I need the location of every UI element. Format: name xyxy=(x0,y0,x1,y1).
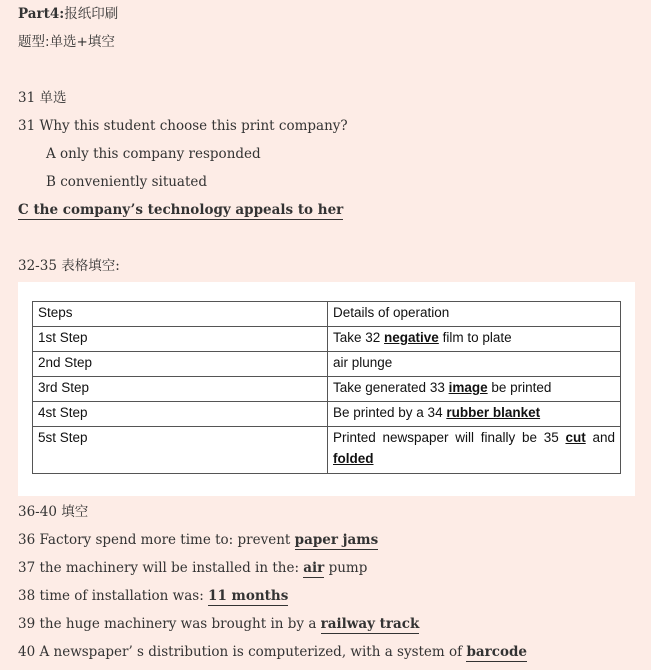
table-row xyxy=(33,377,621,402)
fill-question: 38 time of installation was: xyxy=(18,588,209,604)
fill-item-37 xyxy=(18,558,367,578)
fill-question: 36 Factory spend more time to: prevent xyxy=(18,532,295,548)
question-type xyxy=(18,32,115,52)
table-header-row xyxy=(33,302,621,327)
type-value: 单选+填空 xyxy=(49,34,115,50)
table-row xyxy=(33,352,621,377)
fill-answer: paper jams xyxy=(294,532,379,548)
fill-item-38 xyxy=(18,586,288,606)
detail-text: Take 32 xyxy=(333,330,385,345)
fill-after: pump xyxy=(324,560,368,576)
fill-answer: railway track xyxy=(320,616,420,632)
table-panel xyxy=(18,282,635,496)
table-row xyxy=(33,427,621,474)
step-cell: 1st Step xyxy=(33,327,328,352)
q31-question: 31 Why this student choose this print company? xyxy=(18,118,348,134)
detail-text: film to plate xyxy=(438,330,512,345)
q31-option-b: B conveniently situated xyxy=(46,174,208,190)
table-row xyxy=(33,327,621,352)
header-details: Details of operation xyxy=(328,302,621,327)
q31-answer xyxy=(18,200,343,220)
answer-text: image xyxy=(448,380,488,395)
table-heading: 32-35 表格填空: xyxy=(18,258,120,274)
detail-word: and xyxy=(592,430,615,445)
detail-line xyxy=(333,427,615,448)
detail-word: newspaper xyxy=(382,430,449,445)
fill-question: 39 the huge machinery was brought in by a xyxy=(18,616,321,632)
fill-answer: 11 months xyxy=(208,588,289,604)
answer-text: cut xyxy=(565,430,586,445)
detail-cell xyxy=(328,327,621,352)
part-title xyxy=(18,4,118,24)
fill-item-39 xyxy=(18,614,419,634)
part-label: Part4: xyxy=(18,6,65,22)
detail-cell xyxy=(328,427,621,474)
detail-word: 35 xyxy=(543,430,559,445)
type-label: 题型: xyxy=(18,34,50,50)
fill-item-36 xyxy=(18,530,378,550)
fill-question: 40 A newspaper’ s distribution is computerized, with a system of xyxy=(18,644,467,660)
table-row xyxy=(33,402,621,427)
detail-cell xyxy=(328,352,621,377)
header-steps: Steps xyxy=(33,302,328,327)
detail-text: Be printed by a 34 xyxy=(333,405,447,420)
answer-text: folded xyxy=(333,451,374,466)
detail-cell xyxy=(328,377,621,402)
detail-word: finally xyxy=(480,430,516,445)
q31-answer-text: C the company’s technology appeals to her xyxy=(18,202,344,218)
fill-question: 37 the machinery will be installed in the: xyxy=(18,560,304,576)
detail-cell xyxy=(328,402,621,427)
q31-heading: 31 单选 xyxy=(18,90,67,106)
fill-answer: air xyxy=(303,560,325,576)
part-topic: 报纸印刷 xyxy=(64,6,119,22)
step-cell: 5st Step xyxy=(33,427,328,474)
q31-option-a: A only this company responded xyxy=(46,146,261,162)
fill-item-40 xyxy=(18,642,527,662)
detail-word: be xyxy=(521,430,537,445)
detail-text: air plunge xyxy=(333,355,393,370)
answer-text: rubber blanket xyxy=(446,405,541,420)
detail-text: Take generated 33 xyxy=(333,380,449,395)
detail-word: Printed xyxy=(333,430,376,445)
steps-table xyxy=(32,301,621,474)
step-cell: 3rd Step xyxy=(33,377,328,402)
answer-text: negative xyxy=(384,330,439,345)
step-cell: 4st Step xyxy=(33,402,328,427)
detail-line xyxy=(333,448,615,469)
fill-answer: barcode xyxy=(466,644,527,660)
detail-text: be printed xyxy=(487,380,552,395)
step-cell: 2nd Step xyxy=(33,352,328,377)
fill-heading: 36-40 填空 xyxy=(18,504,89,520)
detail-word: will xyxy=(455,430,475,445)
